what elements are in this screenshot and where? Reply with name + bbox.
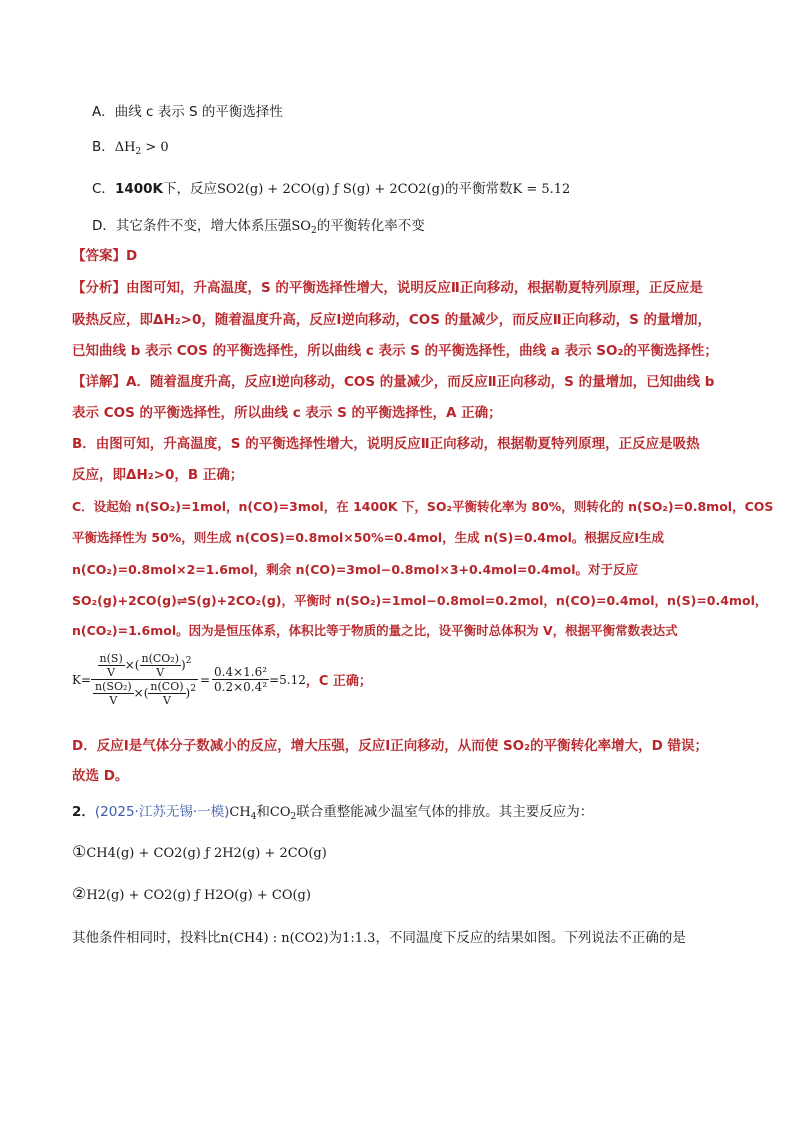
ch4-formula: $CH_4$ (229, 805, 257, 822)
reaction-2-mark: ② (72, 884, 87, 903)
feed-ratio-value: 1:1.3 (342, 931, 376, 946)
option-b-prefix: B． (92, 139, 115, 155)
analysis-line-1: 【分析】由图可知，升高温度，S 的平衡选择性增大，说明反应Ⅱ正向移动，根据勒夏特列原理，正反应是 (72, 280, 703, 296)
option-a-text: 曲线 c 表示 S 的平衡选择性 (114, 104, 283, 120)
option-d-prefix: D． (92, 218, 116, 234)
answer-value: D (126, 248, 138, 264)
reaction-2-equation: H2(g) + CO2(g) ƒ H2O(g) + CO(g) (86, 888, 311, 903)
option-c (92, 180, 570, 199)
option-d-text1: 其它条件不变，增大体系压强 (115, 218, 292, 234)
formula-numeric-fraction: $\frac{\text{0.4×1.6²}}{\text{0.2×0.4²}}$ (214, 665, 268, 694)
question-prompt: ，不同温度下反应的结果如图。下列说法不正确的是 (375, 930, 686, 946)
detail-line-d2: 故选 D。 (72, 768, 129, 784)
reaction-1 (72, 843, 327, 863)
detail-line-b1: B．由图可知，升高温度，S 的平衡选择性增大，说明反应Ⅱ正向移动，根据勒夏特列原理，正反应是吸热 (72, 436, 700, 452)
detail-line-b2: 反应，即ΔH₂>0，B 正确； (72, 467, 244, 483)
reaction-1-mark: ① (72, 842, 87, 861)
detail-line-c4: SO₂(g)+2CO(g)⇌S(g)+2CO₂(g)，平衡时 n(SO₂)=1mol−0.8mol=0.2mol，n(CO)=0.4mol，n(S)=0.4mol， (72, 593, 768, 608)
option-d (92, 217, 425, 236)
option-d-so2: $SO_2$ (291, 219, 317, 236)
formula-main-fraction (91, 652, 198, 707)
analysis-line-2: 吸热反应，即ΔH₂>0，随着温度升高，反应Ⅰ逆向移动，COS 的量减少，而反应Ⅱ正向移动，S 的量增加， (72, 312, 712, 328)
option-c-text1: 下，反应 (162, 181, 217, 197)
formula-denominator: $\frac{\text{n(SO₂)}}{V}$ ×( $\frac{n(CO)}{V}$ )$^2$ (95, 680, 196, 707)
option-c-text2: 的平衡常数 (445, 181, 513, 197)
option-c-prefix: C． (92, 181, 115, 197)
detail-line-a1: 【详解】A．随着温度升高，反应Ⅰ逆向移动，COS 的量减少，而反应Ⅱ正向移动，S 的量增加，已知曲线 b (72, 374, 715, 390)
reaction-1-equation: CH4(g) + CO2(g) ƒ 2H2(g) + 2CO(g) (86, 846, 327, 861)
answer-line (72, 247, 137, 265)
option-d-text2: 的平衡转化率不变 (316, 218, 425, 234)
answer-label: 【答案】 (72, 248, 126, 264)
option-c-temp: 1400K (114, 181, 163, 197)
co2-formula: $CO_2$ (269, 805, 297, 822)
option-c-equation: SO2(g) + 2CO(g) ƒ S(g) + 2CO2(g) (216, 182, 445, 197)
question-number: 2． (72, 804, 95, 820)
detail-label: 【详解】 (72, 374, 126, 390)
option-b-math: $\Delta H_2 > 0$ (114, 140, 169, 157)
detail-line-c2: 平衡选择性为 50%，则生成 n(COS)=0.8mol×50%=0.4mol，生成 n(S)=0.4mol。根据反应Ⅰ生成 (72, 530, 665, 545)
feed-ratio: n(CH4) : n(CO2) (220, 931, 329, 946)
formula-tail: ，C 正确； (305, 674, 372, 689)
equilibrium-formula: K= $\frac{n(S)}{V}$ ×( $\frac{\text{n(CO₂)}}{V}$ )$^2$ $\frac{\text{n(SO₂)}}{V}$ ×( $\frac{n(CO)}{V}$ )$^2$ = $\frac{\text{0.4×1.6²}}{\text{0.2×0.4²}}$ =5.12 ，C 正确； (72, 652, 372, 707)
analysis-line-3: 已知曲线 b 表示 COS 的平衡选择性，所以曲线 c 表示 S 的平衡选择性，曲线 a 表示 SO₂的平衡选择性； (72, 343, 718, 359)
detail-line-c5: n(CO₂)=1.6mol。因为是恒压体系，体积比等于物质的量之比，设平衡时总体积为 V，根据平衡常数表达式 (72, 623, 678, 638)
formula-numerator: $\frac{n(S)}{V}$ ×( $\frac{\text{n(CO₂)}}{V}$ )$^2$ (91, 652, 198, 680)
formula-k: K= (72, 672, 92, 687)
detail-line-a2: 表示 COS 的平衡选择性，所以曲线 c 表示 S 的平衡选择性，A 正确； (72, 405, 502, 421)
question-source: (2025·江苏无锡·一模) (94, 804, 230, 820)
formula-result: =5.12 (269, 672, 306, 687)
detail-line-d1: D．反应Ⅰ是气体分子数减小的反应，增大压强，反应Ⅰ正向移动，从而使 SO₂的平衡转化率增大，D 错误； (72, 738, 708, 754)
question-2-intro: 2．(2025·江苏无锡·一模)$CH_4$和$CO_2$联合重整能减少温室气体的排放。其主要反应为： (72, 804, 594, 822)
option-a-prefix: A． (92, 104, 115, 120)
reaction-2 (72, 885, 311, 905)
option-b (92, 138, 169, 157)
detail-line-c3: n(CO₂)=0.8mol×2=1.6mol，剩余 n(CO)=3mol−0.8mol×3+0.4mol=0.4mol。对于反应 (72, 562, 639, 577)
option-a (92, 103, 283, 121)
option-c-k: K = 5.12 (512, 182, 571, 197)
question-2-condition: 其他条件相同时，投料比n(CH4) : n(CO2)为1:1.3，不同温度下反应的结果如图。下列说法不正确的是 (72, 930, 686, 946)
analysis-label: 【分析】 (72, 280, 126, 296)
question-intro-text: 联合重整能减少温室气体的排放。其主要反应为： (296, 804, 594, 820)
detail-line-c1: C．设起始 n(SO₂)=1mol，n(CO)=3mol，在 1400K 下，SO₂平衡转化率为 80%，则转化的 n(SO₂)=0.8mol，COS (72, 499, 774, 514)
